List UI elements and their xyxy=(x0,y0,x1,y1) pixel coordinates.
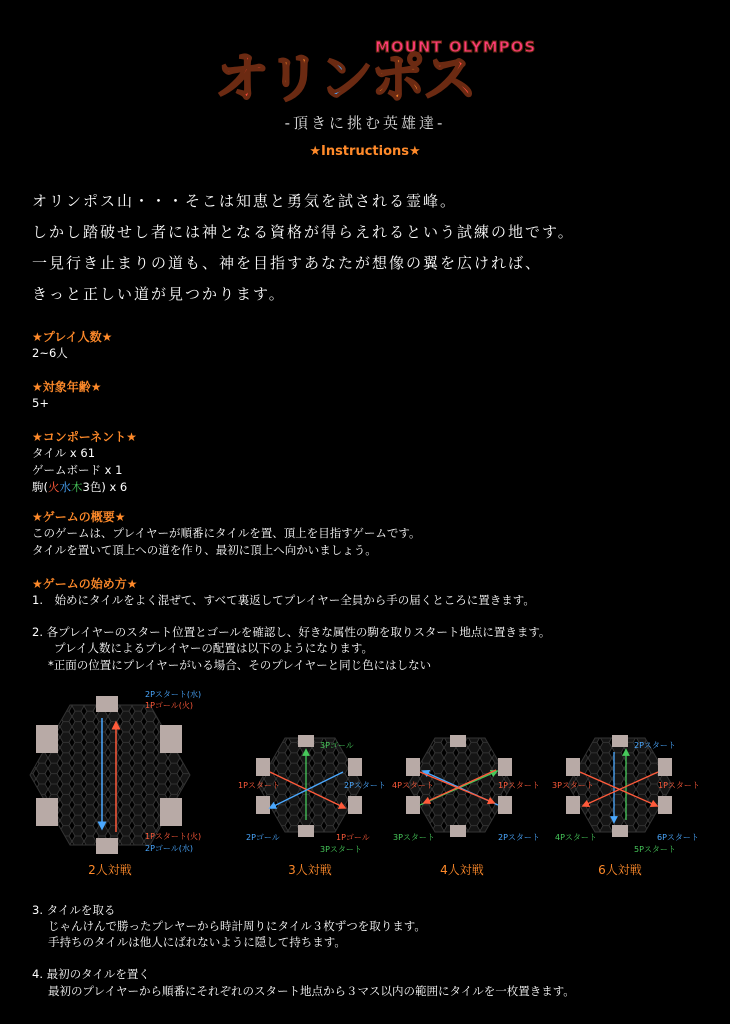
instructions-title: ★Instructions★ xyxy=(309,144,421,159)
section-heading: ★コンポーネント★ xyxy=(32,430,137,444)
board-2p xyxy=(30,696,190,854)
intro-line: オリンポス山・・・そこは知恵と勇気を試される霊峰。 xyxy=(32,192,458,210)
label-3p: 3Pスタート xyxy=(320,845,362,854)
setup-step2: 2. 各プレイヤーのスタート位置とゴールを確認し、好きな属性の駒を取りスタート地点に置きます。 xyxy=(32,625,551,639)
label-2p-start: 2Pスタート(水) xyxy=(145,690,202,699)
start-block xyxy=(96,838,118,854)
logo-char: オ xyxy=(215,47,267,110)
caption-6p: 6人対戦 xyxy=(598,863,642,877)
label-6p: 1Pスタート xyxy=(658,781,700,790)
step3-line: 手持ちのタイルは他人にばれないように隠して持ちます。 xyxy=(48,935,346,949)
subtitle: -頂きに挑む英雄達- xyxy=(284,114,446,132)
overview-line: タイルを置いて頂上への道を作り、最初に頂上へ向かいましょう。 xyxy=(32,543,377,557)
overview-line: このゲームは、プレイヤーが順番にタイルを置、頂上を目指すゲームです。 xyxy=(32,526,421,540)
section-overview xyxy=(32,508,420,559)
label-6p: 5Pスタート xyxy=(634,845,676,854)
intro-line: 一見行き止まりの道も、神を目指すあなたが想像の翼を広ければ、 xyxy=(32,254,543,272)
label-3p: 2Pスタート xyxy=(344,781,386,790)
step4-title: 4. 最初のタイルを置く xyxy=(32,967,150,981)
step3-title: 3. タイルを取る xyxy=(32,903,116,917)
section-heading: ★ゲームの概要★ xyxy=(32,510,126,524)
setup-step2c: *正面の位置にプレイヤーがいる場合、そのプレイヤーと同じ色にはしない xyxy=(48,658,432,672)
label-4p: 2Pスタート xyxy=(498,833,540,842)
label-3p: 1Pゴール xyxy=(336,833,370,842)
intro-line: きっと正しい道が見つかります。 xyxy=(32,285,286,303)
label-4p: 1Pスタート xyxy=(498,781,540,790)
label-3p: 3Pゴール xyxy=(320,741,354,750)
section-value: 5+ xyxy=(32,396,49,410)
setup-diagrams xyxy=(0,680,730,880)
component-tiles: タイル x 61 xyxy=(32,446,96,460)
step4-line: 最初のプレイヤーから順番にそれぞれのスタート地点から３マス以内の範囲にタイルを一枚置きます。 xyxy=(48,984,575,998)
step3-line: じゃんけんで勝ったプレヤーから時計周りにタイル３枚ずつを取ります。 xyxy=(48,919,426,933)
intro-text xyxy=(32,186,575,310)
label-4p: 4Pスタート xyxy=(392,781,434,790)
section-heading: ★ゲームの始め方★ xyxy=(32,577,138,591)
label-3p: 1Pスタート xyxy=(238,781,280,790)
setup-step2b: プレイ人数によるプレイヤーの配置は以下のようになります。 xyxy=(54,641,374,655)
label-3p: 2Pゴール xyxy=(246,833,280,842)
label-2p-goal: 2Pゴール(水) xyxy=(145,844,193,853)
section-setup xyxy=(32,575,535,609)
logo-char: ン xyxy=(319,47,371,110)
logo-char: ス xyxy=(423,47,475,110)
setup-step1: 1. 始めにタイルをよく混ぜて、すべて裏返してプレイヤー全員から手の届くところに置きます。 xyxy=(32,593,535,607)
label-4p: 3Pスタート xyxy=(393,833,435,842)
label-6p: 3Pスタート xyxy=(552,781,594,790)
label-1p-start: 1Pスタート(火) xyxy=(145,832,202,841)
caption-3p: 3人対戦 xyxy=(288,863,332,877)
section-players xyxy=(32,328,112,362)
label-6p: 6Pスタート xyxy=(657,833,699,842)
component-board: ゲームボード x 1 xyxy=(32,463,123,477)
section-heading: ★プレイ人数★ xyxy=(32,330,113,344)
caption-2p: 2人対戦 xyxy=(88,863,132,877)
section-value: 2~6人 xyxy=(32,346,68,360)
label-1p-goal: 1Pゴール(火) xyxy=(145,701,193,710)
label-6p: 4Pスタート xyxy=(555,833,597,842)
caption-4p: 4人対戦 xyxy=(440,863,484,877)
logo-char: リ xyxy=(267,47,319,110)
logo-char: ポ xyxy=(371,47,423,110)
section-components xyxy=(32,428,137,496)
label-6p: 2Pスタート xyxy=(634,741,676,750)
section-age xyxy=(32,378,102,412)
component-pieces: 駒(火水木3色) x 6 xyxy=(32,480,128,494)
logo-english: MOUNT OLYMPOS xyxy=(375,38,537,56)
intro-line: しかし踏破せし者には神となる資格が得らえれるという試練の地です。 xyxy=(32,223,575,241)
start-block xyxy=(96,696,118,712)
section-heading: ★対象年齢★ xyxy=(32,380,102,394)
